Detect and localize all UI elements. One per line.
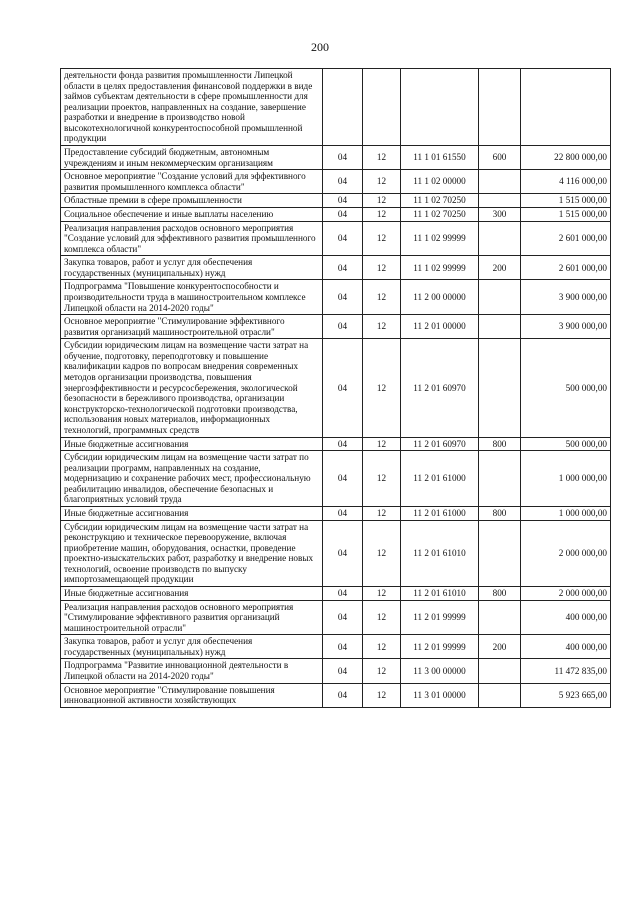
- section-code: [323, 69, 363, 146]
- subsection-code: 12: [363, 315, 401, 339]
- section-code: 04: [323, 315, 363, 339]
- subsection-code: 12: [363, 339, 401, 437]
- expense-type-code: [479, 600, 521, 635]
- subsection-code: 12: [363, 146, 401, 170]
- target-article-code: 11 1 02 99999: [401, 221, 479, 256]
- row-name: Социальное обеспечение и иные выплаты населению: [61, 207, 323, 221]
- row-name: Подпрограмма "Повышение конкурентоспособности и производительности труда в машиностроительном комплексе Липецкой области на 2014-2020 годы": [61, 280, 323, 315]
- amount: 2 601 000,00: [521, 256, 611, 280]
- target-article-code: 11 1 01 61550: [401, 146, 479, 170]
- subsection-code: 12: [363, 451, 401, 507]
- row-name: деятельности фонда развития промышленности Липецкой области в целях предоставления финансовой поддержки в виде займов субъектам деятельности в сфере промышленности для реализации проектов, направленных на создание, завершение разработки и внедрение в производство новой высокотехнологичной конкурентоспособной промышленной продукции: [61, 69, 323, 146]
- table-row: [61, 520, 611, 586]
- expense-type-code: [479, 451, 521, 507]
- target-article-code: 11 2 01 61000: [401, 451, 479, 507]
- row-name: Основное мероприятие "Стимулирование эффективного развития организаций машиностроительной отрасли": [61, 315, 323, 339]
- amount: 400 000,00: [521, 600, 611, 635]
- amount: 5 923 665,00: [521, 683, 611, 707]
- amount: 1 000 000,00: [521, 506, 611, 520]
- subsection-code: 12: [363, 194, 401, 208]
- table-row: [61, 451, 611, 507]
- table-row: [61, 635, 611, 659]
- subsection-code: 12: [363, 506, 401, 520]
- target-article-code: 11 2 01 61010: [401, 587, 479, 601]
- subsection-code: 12: [363, 170, 401, 194]
- section-code: 04: [323, 194, 363, 208]
- expense-type-code: [479, 280, 521, 315]
- target-article-code: 11 3 01 00000: [401, 683, 479, 707]
- subsection-code: 12: [363, 659, 401, 683]
- expense-type-code: [479, 315, 521, 339]
- subsection-code: 12: [363, 207, 401, 221]
- budget-table-body: [61, 69, 611, 708]
- table-row: [61, 587, 611, 601]
- section-code: 04: [323, 280, 363, 315]
- target-article-code: 11 2 01 00000: [401, 315, 479, 339]
- section-code: 04: [323, 635, 363, 659]
- section-code: 04: [323, 170, 363, 194]
- row-name: Иные бюджетные ассигнования: [61, 506, 323, 520]
- expense-type-code: 600: [479, 146, 521, 170]
- target-article-code: 11 2 01 99999: [401, 600, 479, 635]
- section-code: 04: [323, 659, 363, 683]
- expense-type-code: [479, 339, 521, 437]
- table-row: [61, 221, 611, 256]
- target-article-code: 11 2 01 61010: [401, 520, 479, 586]
- subsection-code: 12: [363, 437, 401, 451]
- expense-type-code: 800: [479, 587, 521, 601]
- target-article-code: 11 2 01 61000: [401, 506, 479, 520]
- subsection-code: 12: [363, 683, 401, 707]
- subsection-code: 12: [363, 587, 401, 601]
- row-name: Основное мероприятие "Стимулирование повышения инновационной активности хозяйствующих: [61, 683, 323, 707]
- subsection-code: 12: [363, 221, 401, 256]
- amount: 500 000,00: [521, 339, 611, 437]
- expense-type-code: [479, 221, 521, 256]
- table-row: [61, 315, 611, 339]
- amount: 22 800 000,00: [521, 146, 611, 170]
- target-article-code: 11 1 02 00000: [401, 170, 479, 194]
- section-code: 04: [323, 437, 363, 451]
- amount: 500 000,00: [521, 437, 611, 451]
- amount: 4 116 000,00: [521, 170, 611, 194]
- table-row: [61, 683, 611, 707]
- row-name: Субсидии юридическим лицам на возмещение части затрат по реализации программ, направленных на создание, модернизацию и сохранение рабочих мест, профессиональную реабилитацию инвалидов, обеспечение безопасных и благоприятных условий труда: [61, 451, 323, 507]
- section-code: 04: [323, 506, 363, 520]
- amount: 1 000 000,00: [521, 451, 611, 507]
- row-name: Иные бюджетные ассигнования: [61, 437, 323, 451]
- row-name: Реализация направления расходов основного мероприятия "Создание условий для эффективного развития промышленного комплекса области": [61, 221, 323, 256]
- row-name: Закупка товаров, работ и услуг для обеспечения государственных (муниципальных) нужд: [61, 635, 323, 659]
- row-name: Закупка товаров, работ и услуг для обеспечения государственных (муниципальных) нужд: [61, 256, 323, 280]
- row-name: Иные бюджетные ассигнования: [61, 587, 323, 601]
- section-code: 04: [323, 520, 363, 586]
- section-code: 04: [323, 221, 363, 256]
- target-article-code: 11 1 02 99999: [401, 256, 479, 280]
- subsection-code: 12: [363, 280, 401, 315]
- target-article-code: 11 1 02 70250: [401, 194, 479, 208]
- table-row: [61, 207, 611, 221]
- amount: [521, 69, 611, 146]
- table-row: [61, 506, 611, 520]
- target-article-code: 11 1 02 70250: [401, 207, 479, 221]
- subsection-code: 12: [363, 635, 401, 659]
- target-article-code: 11 2 01 60970: [401, 437, 479, 451]
- page-number: 200: [311, 40, 329, 54]
- subsection-code: 12: [363, 520, 401, 586]
- section-code: 04: [323, 451, 363, 507]
- expense-type-code: [479, 194, 521, 208]
- row-name: Предоставление субсидий бюджетным, автономным учреждениям и иным некоммерческим организациям: [61, 146, 323, 170]
- section-code: 04: [323, 146, 363, 170]
- subsection-code: [363, 69, 401, 146]
- amount: 2 000 000,00: [521, 520, 611, 586]
- expense-type-code: [479, 170, 521, 194]
- expense-type-code: 800: [479, 506, 521, 520]
- table-row: [61, 170, 611, 194]
- table-row: [61, 339, 611, 437]
- table-row: [61, 256, 611, 280]
- budget-table: [60, 68, 611, 708]
- section-code: 04: [323, 600, 363, 635]
- section-code: 04: [323, 256, 363, 280]
- amount: 400 000,00: [521, 635, 611, 659]
- row-name: Реализация направления расходов основного мероприятия "Стимулирование эффективного развития организаций машиностроительной отрасли": [61, 600, 323, 635]
- table-row: [61, 69, 611, 146]
- target-article-code: 11 2 01 60970: [401, 339, 479, 437]
- table-row: [61, 437, 611, 451]
- expense-type-code: 300: [479, 207, 521, 221]
- amount: 2 601 000,00: [521, 221, 611, 256]
- section-code: 04: [323, 587, 363, 601]
- expense-type-code: [479, 659, 521, 683]
- row-name: Подпрограмма "Развитие инновационной деятельности в Липецкой области на 2014-2020 годы": [61, 659, 323, 683]
- target-article-code: [401, 69, 479, 146]
- amount: 3 900 000,00: [521, 315, 611, 339]
- amount: 1 515 000,00: [521, 207, 611, 221]
- target-article-code: 11 2 00 00000: [401, 280, 479, 315]
- section-code: 04: [323, 683, 363, 707]
- section-code: 04: [323, 207, 363, 221]
- table-row: [61, 659, 611, 683]
- amount: 1 515 000,00: [521, 194, 611, 208]
- expense-type-code: [479, 69, 521, 146]
- target-article-code: 11 3 00 00000: [401, 659, 479, 683]
- row-name: Субсидии юридическим лицам на возмещение части затрат на реконструкцию и техническое перевооружение, включая приобретение машин, оборудования, оснастки, проведение проектно-изыскательских работ, разработку и внедрение новых технологий, освоение производств по выпуску импортозамещающей продукции: [61, 520, 323, 586]
- subsection-code: 12: [363, 600, 401, 635]
- expense-type-code: 200: [479, 635, 521, 659]
- section-code: 04: [323, 339, 363, 437]
- table-row: [61, 600, 611, 635]
- amount: 3 900 000,00: [521, 280, 611, 315]
- table-row: [61, 194, 611, 208]
- amount: 2 000 000,00: [521, 587, 611, 601]
- expense-type-code: [479, 520, 521, 586]
- target-article-code: 11 2 01 99999: [401, 635, 479, 659]
- row-name: Субсидии юридическим лицам на возмещение части затрат на обучение, подготовку, переподготовку и повышение квалификации кадров по вопросам внедрения современных методов организации производства, повышения энергоэффективности и ресурсосбережения, экологической безопасности в бережливого производства, организации конструкторско-технологической подготовки производства, использования новых материалов, информационных технологий, программных средств: [61, 339, 323, 437]
- subsection-code: 12: [363, 256, 401, 280]
- expense-type-code: 800: [479, 437, 521, 451]
- table-row: [61, 280, 611, 315]
- row-name: Основное мероприятие "Создание условий для эффективного развития промышленного комплекса области": [61, 170, 323, 194]
- row-name: Областные премии в сфере промышленности: [61, 194, 323, 208]
- table-row: [61, 146, 611, 170]
- amount: 11 472 835,00: [521, 659, 611, 683]
- expense-type-code: [479, 683, 521, 707]
- expense-type-code: 200: [479, 256, 521, 280]
